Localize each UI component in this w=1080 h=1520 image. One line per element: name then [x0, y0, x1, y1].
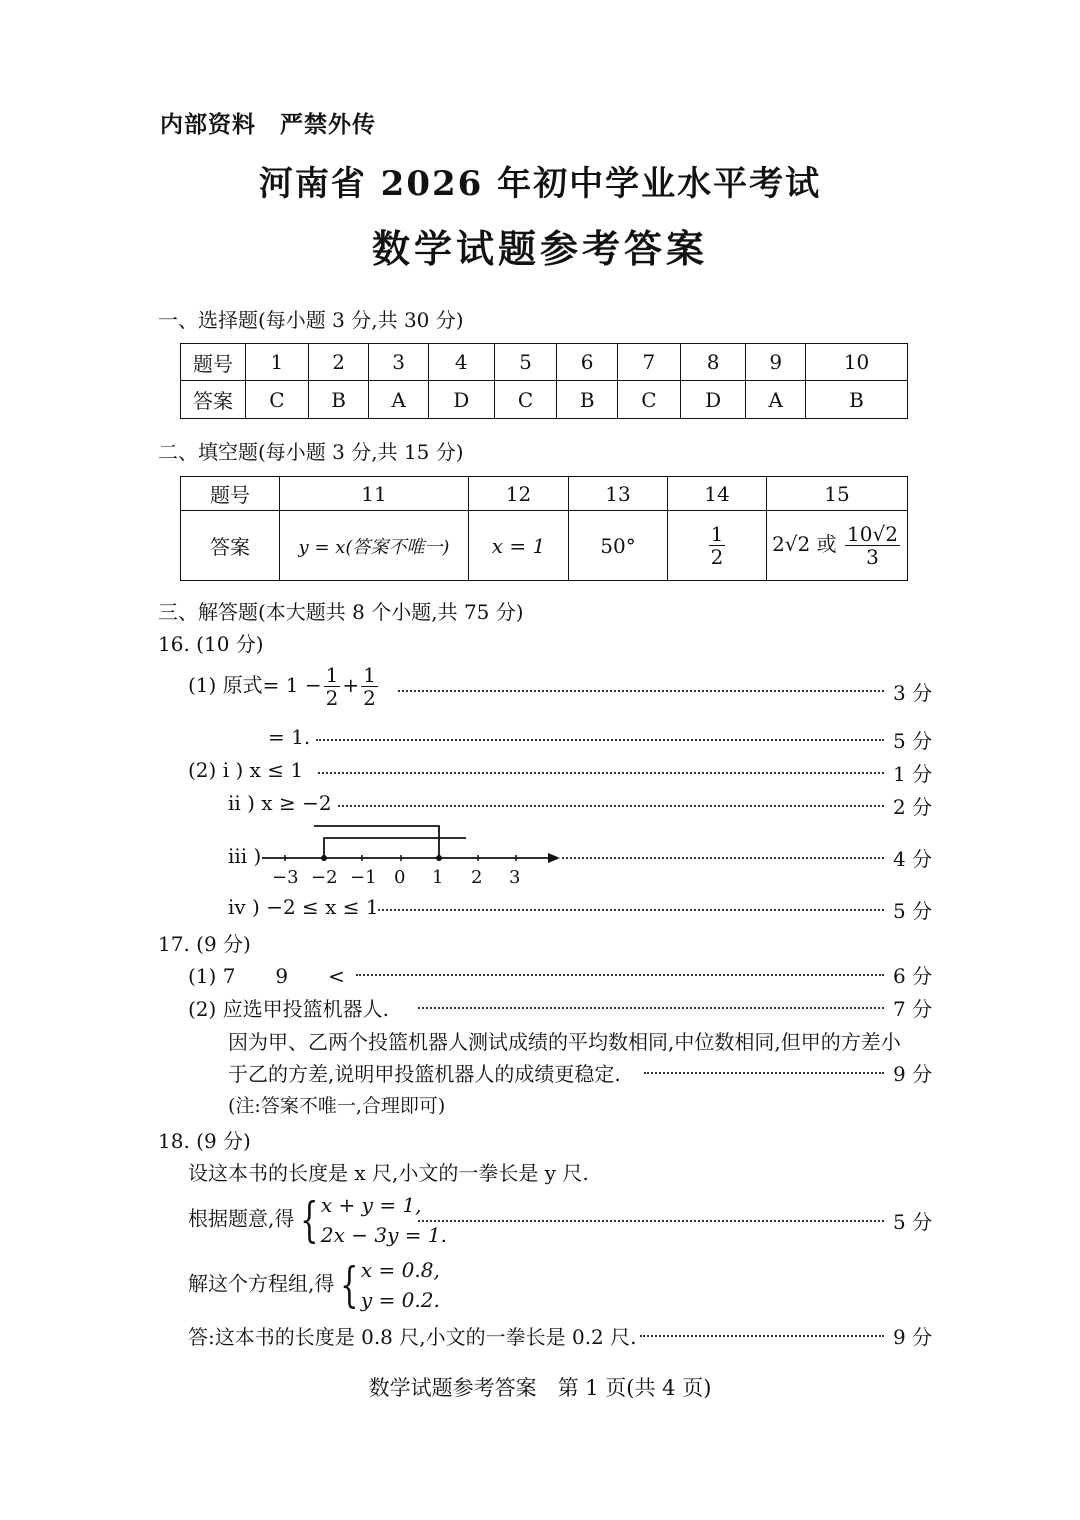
table-cell: 6	[557, 344, 618, 381]
q17-note: (注:答案不唯一,合理即可)	[228, 1095, 446, 1117]
leader-dots	[318, 772, 884, 774]
score: 1 分	[893, 762, 933, 786]
q16-part1-result: = 1.	[268, 725, 311, 749]
score: 4 分	[893, 847, 933, 871]
leader-dots	[418, 1007, 884, 1009]
leader-dots	[398, 690, 884, 692]
tick-label: −1	[350, 867, 377, 888]
q18-equation-prefix: 根据题意,得	[188, 1206, 295, 1231]
answer-11: y = x(答案不唯一)	[280, 511, 469, 581]
q17-reason-line2: 于乙的方差,说明甲投篮机器人的成绩更稳定.	[228, 1062, 621, 1086]
answer-13: 50°	[569, 511, 668, 581]
fraction-denominator: 2	[325, 686, 339, 710]
brace-icon: {	[300, 1192, 319, 1248]
tick-label: −2	[311, 867, 338, 888]
answer-15-left: 2√2 或	[772, 532, 837, 556]
score: 9 分	[893, 1062, 933, 1086]
solution-bracket-le-1	[314, 826, 439, 858]
tick-label: 3	[509, 867, 521, 888]
fraction-numerator: 10√2	[847, 522, 898, 546]
leader-dots	[356, 974, 884, 976]
fraction-denominator: 2	[710, 545, 724, 569]
score: 5 分	[893, 729, 933, 753]
score: 5 分	[893, 1210, 933, 1234]
leader-dots	[378, 909, 884, 911]
leader-dots	[338, 805, 884, 807]
exam-title: 河南省 2026 年初中学业水平考试	[258, 164, 822, 204]
leader-dots	[640, 1335, 884, 1337]
q16-title: 16. (10 分)	[158, 632, 264, 656]
table-cell: D	[428, 381, 494, 419]
section2-heading: 二、填空题(每小题 3 分,共 15 分)	[158, 440, 464, 464]
leader-dots	[418, 1220, 884, 1222]
confidential-label: 内部资料 严禁外传	[160, 112, 376, 138]
page-footer: 数学试题参考答案 第 1 页(共 4 页)	[368, 1376, 712, 1400]
leader-dots	[644, 1072, 884, 1074]
q17-title: 17. (9 分)	[158, 932, 251, 956]
row-label-number: 题号	[181, 344, 246, 381]
table-cell: A	[369, 381, 429, 419]
q16-part2-iii: iii )	[228, 844, 262, 868]
q18-title: 18. (9 分)	[158, 1129, 251, 1153]
table-cell: B	[308, 381, 369, 419]
table-cell: 15	[767, 477, 908, 511]
solution-line: y = 0.2.	[360, 1288, 440, 1312]
q18-equation	[188, 1190, 447, 1250]
table-cell: B	[557, 381, 618, 419]
table-cell: 2	[308, 344, 369, 381]
fraction-denominator: 2	[363, 686, 376, 710]
table-cell: 5	[494, 344, 557, 381]
score: 3 分	[893, 681, 933, 705]
solution-system	[361, 1255, 440, 1315]
section3-heading: 三、解答题(本大题共 8 个小题,共 75 分)	[158, 600, 524, 624]
q17-reason-line1: 因为甲、乙两个投篮机器人测试成绩的平均数相同,中位数相同,但甲的方差小	[228, 1030, 901, 1054]
tick-label: 1	[432, 867, 444, 888]
score: 7 分	[893, 997, 933, 1021]
leader-dots	[562, 857, 884, 859]
q16-part2-i: (2) i ) x ≤ 1	[188, 758, 304, 782]
equation-line: x + y = 1,	[320, 1193, 422, 1217]
choice-answer-table	[180, 343, 908, 419]
table-cell: 11	[280, 477, 469, 511]
section1-heading: 一、选择题(每小题 3 分,共 30 分)	[158, 308, 464, 332]
table-cell: 12	[469, 477, 569, 511]
q17-part2: (2) 应选甲投篮机器人.	[188, 997, 390, 1021]
answer-12: x = 1	[469, 511, 569, 581]
table-cell: C	[494, 381, 557, 419]
plus-sign: +	[342, 673, 360, 697]
score: 9 分	[893, 1325, 933, 1349]
fraction-denominator: 3	[866, 545, 879, 569]
fraction-numerator: 1	[363, 663, 376, 687]
leader-dots	[316, 739, 884, 741]
solution-bracket-ge-neg2	[324, 838, 466, 858]
score: 5 分	[893, 899, 933, 923]
fraction-numerator: 1	[710, 522, 724, 546]
q16-part1-prefix: (1) 原式= 1 −	[188, 673, 322, 697]
table-cell: 13	[569, 477, 668, 511]
table-cell: D	[680, 381, 746, 419]
answer-14	[668, 511, 767, 581]
table-cell: C	[617, 381, 680, 419]
tick-label: 0	[394, 867, 406, 888]
q16-part2-ii: ii ) x ≥ −2	[228, 791, 332, 815]
q17-part1: (1) 7 9 <	[188, 964, 345, 988]
table-cell: 7	[617, 344, 680, 381]
table-cell: 10	[806, 344, 908, 381]
arrow-icon	[548, 853, 560, 863]
table-cell: 1	[246, 344, 309, 381]
fill-answer-table	[180, 476, 908, 581]
row-label-number: 题号	[181, 477, 280, 511]
tick-label: −3	[272, 867, 299, 888]
row-label-answer: 答案	[181, 381, 246, 419]
table-cell: 3	[369, 344, 429, 381]
solid-dot	[321, 855, 327, 861]
table-cell: C	[246, 381, 309, 419]
table-cell: 14	[668, 477, 767, 511]
table-cell: 9	[746, 344, 806, 381]
q18-setup: 设这本书的长度是 x 尺,小文的一拳长是 y 尺.	[188, 1161, 589, 1185]
brace-icon: {	[340, 1257, 359, 1313]
q18-answer: 答:这本书的长度是 0.8 尺,小文的一拳长是 0.2 尺.	[188, 1325, 637, 1349]
fraction-numerator: 1	[325, 663, 339, 687]
score: 2 分	[893, 795, 933, 819]
document-title: 数学试题参考答案	[371, 227, 708, 271]
solid-dot	[436, 855, 442, 861]
q18-solution	[188, 1255, 440, 1315]
table-cell: 4	[428, 344, 494, 381]
answer-15	[767, 511, 908, 581]
tick-label: 2	[471, 867, 483, 888]
table-cell: B	[806, 381, 908, 419]
score: 6 分	[893, 964, 933, 988]
equation-line: 2x − 3y = 1.	[320, 1223, 447, 1247]
q16-part2-iv: iv ) −2 ≤ x ≤ 1	[228, 895, 379, 919]
q16-part1	[188, 664, 380, 709]
q18-solution-prefix: 解这个方程组,得	[188, 1271, 335, 1296]
solution-line: x = 0.8,	[360, 1258, 440, 1282]
row-label-answer: 答案	[181, 511, 280, 581]
table-cell: 8	[680, 344, 746, 381]
table-cell: A	[746, 381, 806, 419]
